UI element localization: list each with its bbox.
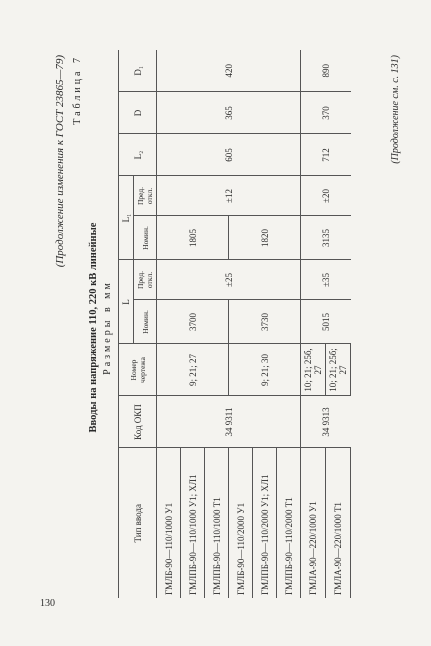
col-L-dev: Пред. откл. — [134, 260, 157, 300]
l-nom-cell: 5015 — [301, 300, 351, 344]
table-title: Вводы на напряжение 110, 220 кВ линейные — [88, 222, 99, 433]
l-nom-cell: 3700 — [157, 300, 229, 344]
type-cell: ГМЛПБ-90—110/2000 У1; ХЛ1 — [253, 448, 277, 598]
drawing-cell: 10; 21; 25б, 27 — [301, 344, 326, 396]
col-L1-dev: Пред. откл. — [134, 176, 157, 216]
l1-nom-cell: 3135 — [301, 216, 351, 260]
type-cell: ГМЛБ-90—110/2000 У1 — [229, 448, 253, 598]
col-D1: D₁ — [119, 50, 157, 92]
amendment-header: (Продолжение изменения к ГОСТ 23865—79) — [54, 55, 66, 268]
l2-cell: 712 — [301, 134, 351, 176]
type-cell: ГМЛА-90—220/1000 Т1 — [326, 448, 351, 598]
drawing-cell: 9; 21; 30 — [229, 344, 301, 396]
col-L2: L₂ — [119, 134, 157, 176]
col-D: D — [119, 92, 157, 134]
col-drawing: Номер чертежа — [119, 344, 157, 396]
okp-cell: 34 9311 — [157, 396, 301, 448]
page-number: 130 — [40, 598, 55, 609]
l-dev-cell: ±25 — [157, 260, 301, 300]
drawing-cell: 9; 21; 27 — [157, 344, 229, 396]
l1-dev-cell: ±20 — [301, 176, 351, 216]
col-L1: L₁ — [119, 176, 134, 260]
l1-nom-cell: 1805 — [157, 216, 229, 260]
dimensions-table — [118, 50, 351, 598]
continuation-note: (Продолжение см. с. 131) — [390, 55, 401, 164]
d-cell: 365 — [157, 92, 301, 134]
type-cell: ГМЛПБ-90—110/1000 Т1 — [205, 448, 229, 598]
d1-cell: 890 — [301, 50, 351, 92]
l-dev-cell: ±35 — [301, 260, 351, 300]
col-L-nom: Номин. — [134, 300, 157, 344]
type-cell: ГМЛПБ-90—110/2000 Т1 — [277, 448, 301, 598]
col-L1-nom: Номин. — [134, 216, 157, 260]
table-label: Таблица 7 — [72, 55, 83, 125]
rotated-content — [54, 40, 414, 600]
l1-dev-cell: ±12 — [157, 176, 301, 216]
l1-nom-cell: 1820 — [229, 216, 301, 260]
okp-cell: 34 9313 — [301, 396, 351, 448]
type-cell: ГМЛПБ-90—110/1000 У1; ХЛ1 — [181, 448, 205, 598]
col-okp: Код ОКП — [119, 396, 157, 448]
l-nom-cell: 3730 — [229, 300, 301, 344]
col-type: Тип ввода — [119, 448, 157, 598]
drawing-cell: 10; 21; 25б; 27 — [326, 344, 351, 396]
l2-cell: 605 — [157, 134, 301, 176]
col-L: L — [119, 260, 134, 344]
d1-cell: 420 — [157, 50, 301, 92]
type-cell: ГМЛБ-90—110/1000 У1 — [157, 448, 181, 598]
d-cell: 370 — [301, 92, 351, 134]
type-cell: ГМЛА-90—220/1000 У1 — [301, 448, 326, 598]
table-subtitle: Размеры в мм — [102, 280, 113, 375]
